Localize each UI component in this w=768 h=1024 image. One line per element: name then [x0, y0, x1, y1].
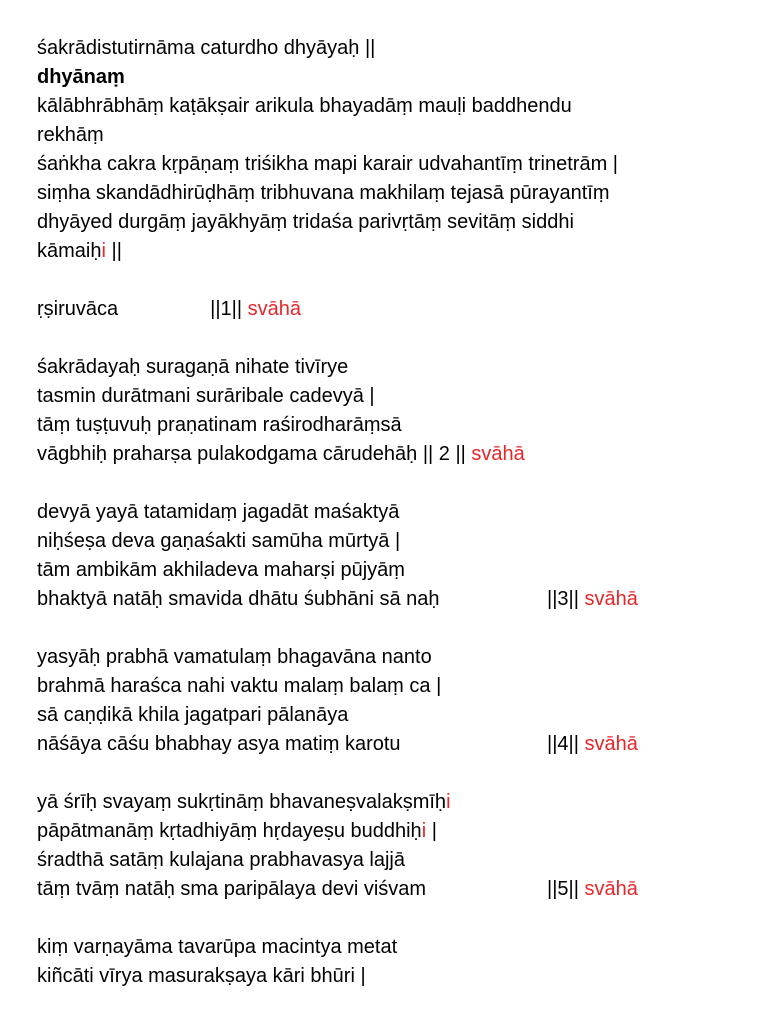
- verse-5-line-1-text: yā śrīḥ svayaṃ sukṛtināṃ bhavaneṣvalakṣmīḥ: [37, 791, 447, 813]
- verse-4-line-3: sā caṇḍikā khila jagatpari pālanāya: [37, 704, 349, 726]
- verse-4-line-4-text: nāśāya cāśu bhabhay asya matiṃ karotu: [37, 733, 401, 755]
- stanza-gap: [37, 759, 757, 788]
- stanza-gap: [37, 324, 757, 353]
- document-body: [37, 34, 757, 991]
- svaha-4: svāhā: [584, 733, 638, 755]
- verse-4-line-1: yasyāḥ prabhā vamatulaṃ bhagavāna nanto: [37, 646, 432, 668]
- svaha-1: svāhā: [247, 298, 301, 320]
- verse-3-line-4: [37, 585, 757, 614]
- svaha-2: svāhā: [471, 443, 525, 465]
- svaha-3: svāhā: [584, 588, 638, 610]
- verse-6-line-1: kiṃ varṇayāma tavarūpa macintya metat: [37, 936, 398, 958]
- verse-2-line-2: tasmin durātmani surāribale cadevyā |: [37, 385, 375, 407]
- verse-5-ending: [547, 875, 638, 904]
- stanza-gap: [37, 266, 757, 295]
- dhyanam-heading: dhyānaṃ: [37, 66, 125, 88]
- verse-5-line-2: [37, 817, 757, 846]
- verse-5-line-4-text: tāṃ tvāṃ natāḥ sma paripālaya devi viśvam: [37, 878, 427, 900]
- dhyanam-line-2: rekhāṃ: [37, 124, 104, 146]
- chapter-title-line: śakrādistutirnāma caturdho dhyāyaḥ ||: [37, 37, 376, 59]
- verse-2-line-1: śakrādayaḥ suragaṇā nihate tivīrye: [37, 356, 349, 378]
- rsi-label: ṛṣiruvāca: [37, 298, 119, 320]
- svaha-5: svāhā: [584, 878, 638, 900]
- verse-2-line-3: tāṃ tuṣṭuvuḥ praṇatinam raśirodharāṃsā: [37, 414, 402, 436]
- verse-number-3: ||3||: [547, 588, 579, 610]
- verse-5-line-2-end: |: [426, 820, 437, 842]
- stanza-gap: [37, 904, 757, 933]
- dhyanam-line-1: kālābhrābhāṃ kaṭākṣair arikula bhayadāṃ mauḷi baddhendu: [37, 95, 572, 117]
- rsi-line: [37, 295, 757, 324]
- verse-4-line-2: brahmā haraśca nahi vaktu malaṃ balaṃ ca |: [37, 675, 442, 697]
- verse-5-line-4: [37, 875, 757, 904]
- verse-5-line-1: [37, 788, 757, 817]
- verse-3-line-1: devyā yayā tatamidaṃ jagadāt maśaktyā: [37, 501, 400, 523]
- verse-5-line-2-text: pāpātmanāṃ kṛtadhiyāṃ hṛdayeṣu buddhiḥ: [37, 820, 422, 842]
- verse-number-5: ||5||: [547, 878, 579, 900]
- verse-3-line-3: tām ambikām akhiladeva maharṣi pūjyāṃ: [37, 559, 405, 581]
- verse-5-line-3: śradthā satāṃ kulajana prabhavasya lajjā: [37, 849, 405, 871]
- verse-number-4: ||4||: [547, 733, 579, 755]
- verse-4-line-4: [37, 730, 757, 759]
- dhyanam-line-6: [37, 237, 757, 266]
- verse-2-line-4-text: vāgbhiḥ praharṣa pulakodgama cārudehāḥ || 2 ||: [37, 443, 466, 465]
- dhyanam-line-6-text: kāmaiḥ: [37, 240, 102, 262]
- dhyanam-line-4: siṃha skandādhirūḍhāṃ tribhuvana makhilaṃ tejasā pūrayantīṃ: [37, 182, 610, 204]
- verse-3-line-4-text: bhaktyā natāḥ smavida dhātu śubhāni sā naḥ: [37, 588, 440, 610]
- verse-number-1: ||1||: [210, 298, 243, 320]
- red-letter-mark: i: [446, 791, 451, 813]
- verse-6-line-2: kiñcāti vīrya masurakṣaya kāri bhūri |: [37, 965, 366, 987]
- stanza-gap: [37, 469, 757, 498]
- verse-4-ending: [547, 730, 638, 759]
- red-letter-mark: i: [421, 820, 427, 842]
- verse-3-ending: [547, 585, 638, 614]
- stanza-gap: [37, 614, 757, 643]
- dhyanam-line-6-end: ||: [105, 240, 122, 262]
- dhyanam-line-5: dhyāyed durgāṃ jayākhyāṃ tridaśa parivṛtāṃ sevitāṃ siddhi: [37, 211, 574, 233]
- verse-2-line-4: [37, 440, 757, 469]
- verse-3-line-2: niḥśeṣa deva gaṇaśakti samūha mūrtyā |: [37, 530, 401, 552]
- red-letter-mark: i: [101, 240, 106, 262]
- dhyanam-line-3: śaṅkha cakra kṛpāṇaṃ triśikha mapi karair udvahantīṃ trinetrām |: [37, 153, 618, 175]
